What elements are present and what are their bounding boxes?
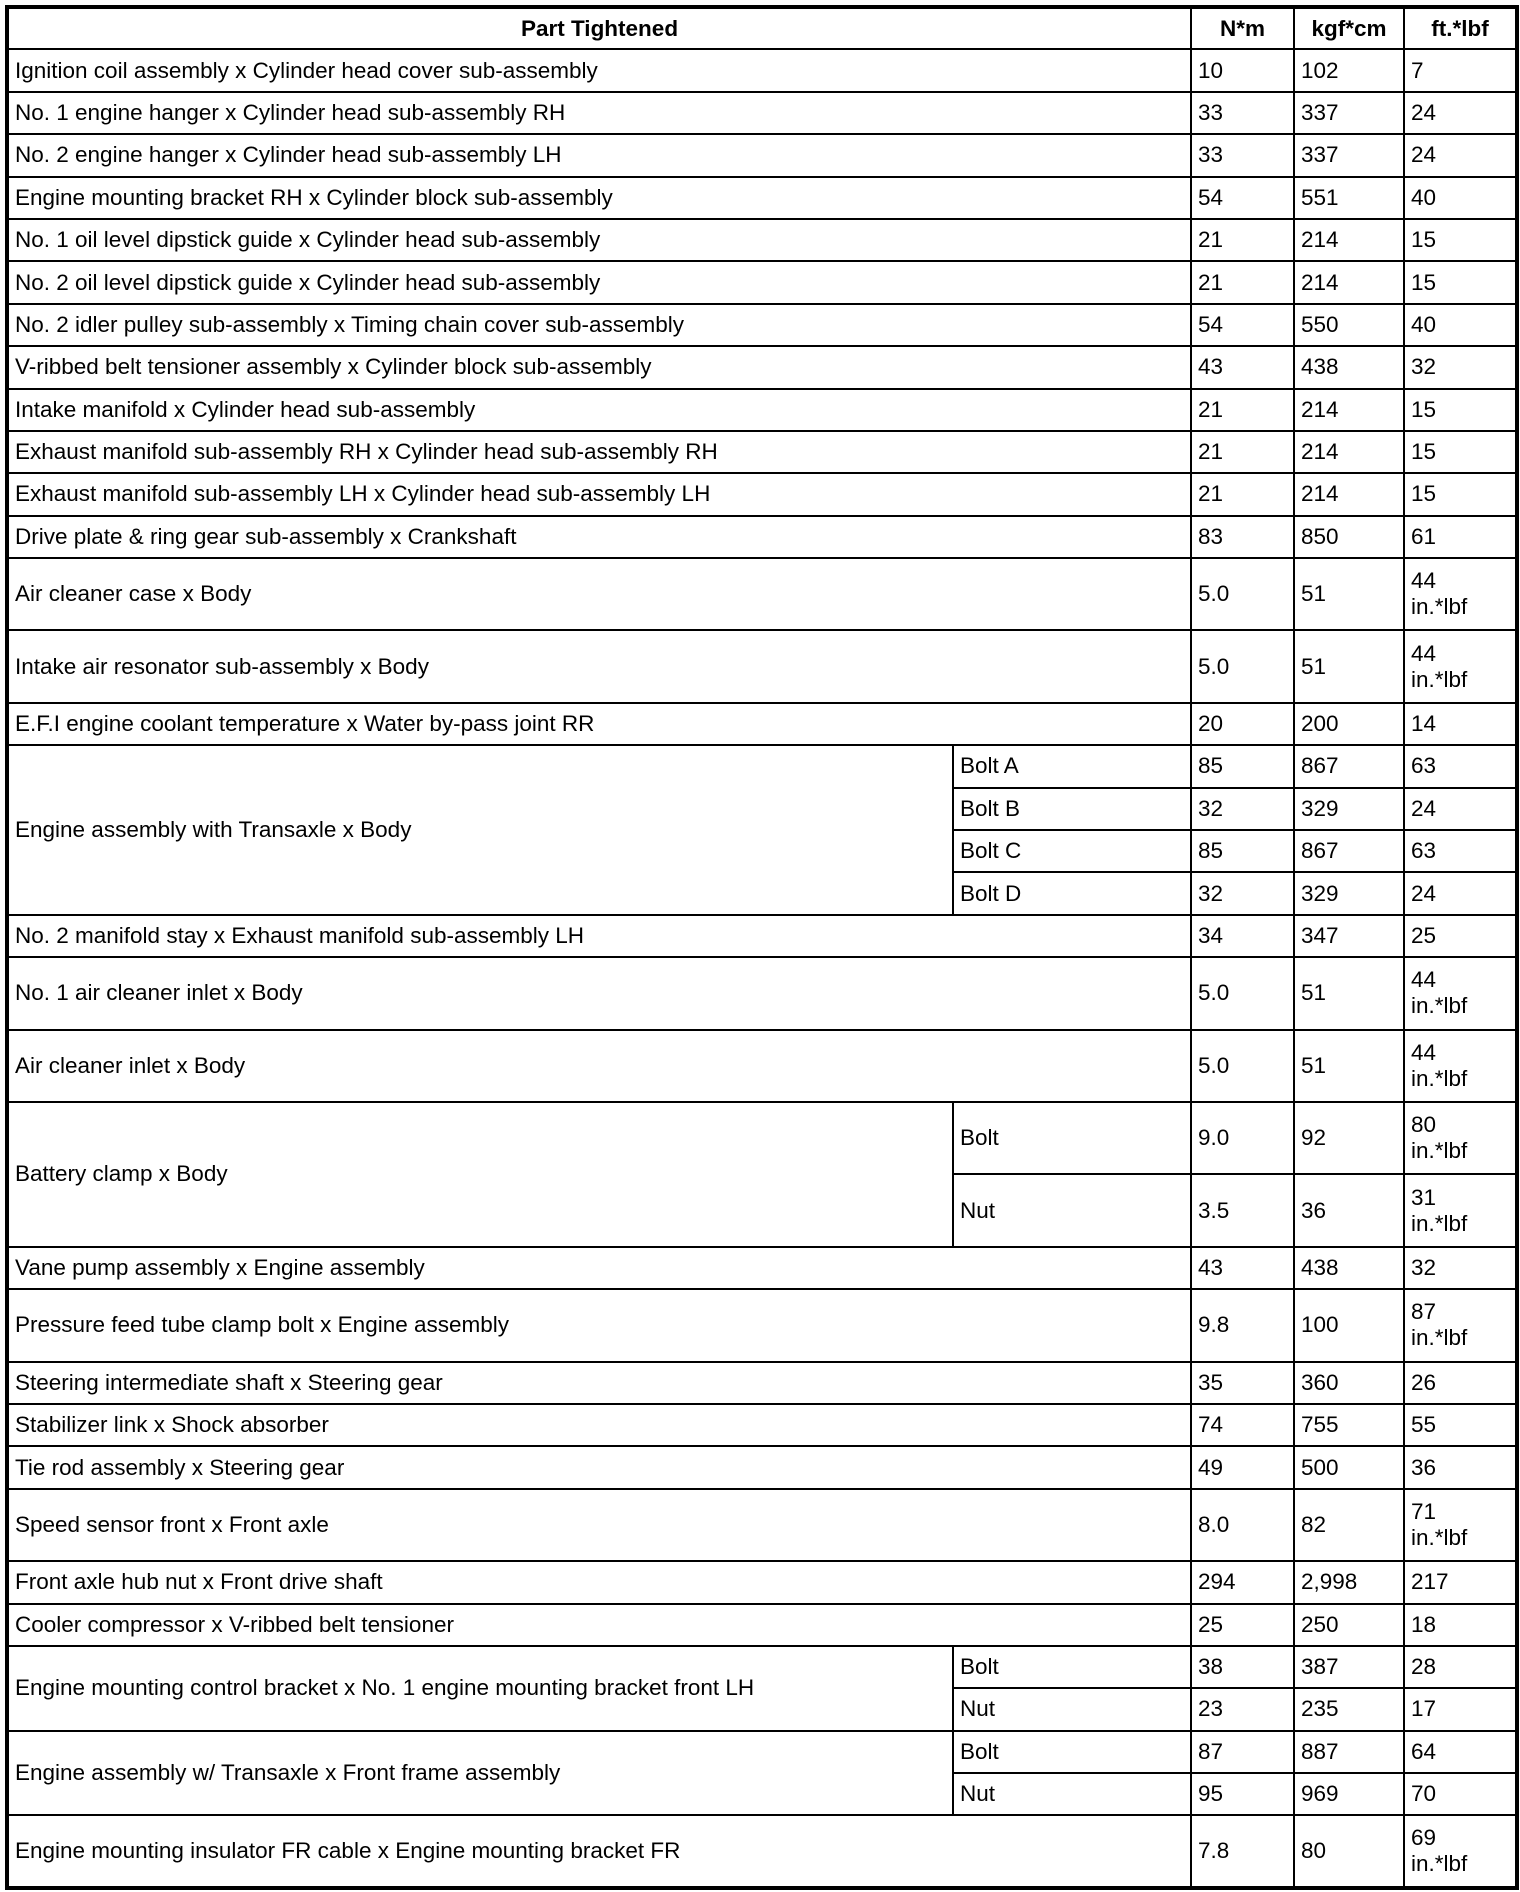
table-row xyxy=(7,431,1517,473)
ft-lbf-value: 70 xyxy=(1411,1781,1437,1807)
ft-lbf-value: 14 xyxy=(1411,711,1437,737)
ft-lbf-value: 32 xyxy=(1411,1254,1437,1280)
ft-lbf-value: 32 xyxy=(1411,354,1437,380)
part-name-cell: Exhaust manifold sub-assembly LH x Cylinder head sub-assembly LH xyxy=(7,473,1191,515)
table-row xyxy=(7,389,1517,431)
part-name-cell: Air cleaner case x Body xyxy=(7,558,1191,630)
table-header-row xyxy=(7,7,1517,49)
kgf-cm-value-cell: 51 xyxy=(1294,630,1404,702)
ft-lbf-value-cell xyxy=(1404,261,1517,303)
part-name-cell: Engine mounting control bracket x No. 1 engine mounting bracket front LH xyxy=(7,1646,953,1731)
table-row xyxy=(7,516,1517,558)
kgf-cm-value-cell: 438 xyxy=(1294,1247,1404,1289)
part-name-cell: Intake manifold x Cylinder head sub-assembly xyxy=(7,389,1191,431)
kgf-cm-value-cell: 438 xyxy=(1294,346,1404,388)
kgf-cm-value-cell: 329 xyxy=(1294,788,1404,830)
table-row xyxy=(7,1446,1517,1488)
part-name-cell: Engine mounting bracket RH x Cylinder block sub-assembly xyxy=(7,177,1191,219)
nm-value-cell: 25 xyxy=(1191,1604,1294,1646)
ft-lbf-value: 44 xyxy=(1411,568,1437,594)
kgf-cm-value-cell: 755 xyxy=(1294,1404,1404,1446)
fastener-cell: Nut xyxy=(953,1174,1191,1246)
table-row xyxy=(7,304,1517,346)
nm-value-cell: 10 xyxy=(1191,49,1294,91)
ft-lbf-value-cell xyxy=(1404,957,1517,1029)
nm-value-cell: 21 xyxy=(1191,473,1294,515)
ft-lbf-value: 61 xyxy=(1411,523,1437,549)
in-lbf-unit: in.*lbf xyxy=(1411,1851,1468,1877)
ft-lbf-value-cell xyxy=(1404,1174,1517,1246)
nm-value-cell: 23 xyxy=(1191,1688,1294,1730)
ft-lbf-value-cell xyxy=(1404,389,1517,431)
ft-lbf-value-cell xyxy=(1404,177,1517,219)
ft-lbf-value-cell xyxy=(1404,1561,1517,1603)
ft-lbf-value: 24 xyxy=(1411,99,1437,125)
nm-value-cell: 74 xyxy=(1191,1404,1294,1446)
part-name-cell: No. 2 idler pulley sub-assembly x Timing chain cover sub-assembly xyxy=(7,304,1191,346)
fastener-cell: Bolt A xyxy=(953,745,1191,787)
ft-lbf-value: 17 xyxy=(1411,1696,1437,1722)
part-name-cell: Battery clamp x Body xyxy=(7,1102,953,1247)
kgf-cm-value-cell: 347 xyxy=(1294,915,1404,957)
nm-value-cell: 32 xyxy=(1191,872,1294,914)
kgf-cm-value-cell: 337 xyxy=(1294,134,1404,176)
torque-specification-table xyxy=(5,5,1519,1890)
table-row xyxy=(7,1561,1517,1603)
ft-lbf-value: 36 xyxy=(1411,1454,1437,1480)
table-body xyxy=(7,49,1517,1887)
ft-lbf-value: 15 xyxy=(1411,439,1437,465)
ft-lbf-value-cell xyxy=(1404,473,1517,515)
table-row xyxy=(7,1030,1517,1102)
fastener-cell: Nut xyxy=(953,1688,1191,1730)
fastener-cell: Bolt D xyxy=(953,872,1191,914)
part-name-cell: Engine assembly w/ Transaxle x Front frame assembly xyxy=(7,1731,953,1816)
table-row xyxy=(7,1489,1517,1561)
nm-value-cell: 54 xyxy=(1191,177,1294,219)
in-lbf-unit: in.*lbf xyxy=(1411,1210,1468,1236)
kgf-cm-value-cell: 337 xyxy=(1294,92,1404,134)
ft-lbf-value-cell xyxy=(1404,830,1517,872)
kgf-cm-value-cell: 551 xyxy=(1294,177,1404,219)
kgf-cm-value-cell: 51 xyxy=(1294,957,1404,1029)
nm-value-cell: 8.0 xyxy=(1191,1489,1294,1561)
nm-value-cell: 21 xyxy=(1191,389,1294,431)
nm-value-cell: 35 xyxy=(1191,1362,1294,1404)
kgf-cm-value-cell: 969 xyxy=(1294,1773,1404,1815)
ft-lbf-value-cell xyxy=(1404,346,1517,388)
ft-lbf-value-cell xyxy=(1404,516,1517,558)
in-lbf-unit: in.*lbf xyxy=(1411,1524,1468,1550)
ft-lbf-value: 217 xyxy=(1411,1569,1449,1595)
ft-lbf-value-cell xyxy=(1404,745,1517,787)
nm-value-cell: 54 xyxy=(1191,304,1294,346)
ft-lbf-value: 15 xyxy=(1411,269,1437,295)
nm-value-cell: 3.5 xyxy=(1191,1174,1294,1246)
nm-value-cell: 5.0 xyxy=(1191,1030,1294,1102)
part-name-cell: Steering intermediate shaft x Steering gear xyxy=(7,1362,1191,1404)
ft-lbf-value: 44 xyxy=(1411,967,1437,993)
ft-lbf-value: 80 xyxy=(1411,1112,1437,1138)
ft-lbf-value: 63 xyxy=(1411,753,1437,779)
kgf-cm-value-cell: 867 xyxy=(1294,830,1404,872)
kgf-cm-value-cell: 102 xyxy=(1294,49,1404,91)
table-row xyxy=(7,630,1517,702)
kgf-cm-value-cell: 200 xyxy=(1294,703,1404,745)
nm-value-cell: 38 xyxy=(1191,1646,1294,1688)
kgf-cm-value-cell: 550 xyxy=(1294,304,1404,346)
header-kgf-cm: kgf*cm xyxy=(1294,7,1404,49)
kgf-cm-value-cell: 867 xyxy=(1294,745,1404,787)
table-row xyxy=(7,473,1517,515)
kgf-cm-value-cell: 214 xyxy=(1294,431,1404,473)
part-name-cell: No. 2 manifold stay x Exhaust manifold sub-assembly LH xyxy=(7,915,1191,957)
table-row xyxy=(7,1362,1517,1404)
kgf-cm-value-cell: 214 xyxy=(1294,473,1404,515)
part-name-cell: E.F.I engine coolant temperature x Water by-pass joint RR xyxy=(7,703,1191,745)
ft-lbf-value: 26 xyxy=(1411,1369,1437,1395)
part-name-cell: Drive plate & ring gear sub-assembly x Crankshaft xyxy=(7,516,1191,558)
ft-lbf-value: 40 xyxy=(1411,311,1437,337)
kgf-cm-value-cell: 250 xyxy=(1294,1604,1404,1646)
in-lbf-unit: in.*lbf xyxy=(1411,594,1468,620)
nm-value-cell: 83 xyxy=(1191,516,1294,558)
table-row xyxy=(7,177,1517,219)
kgf-cm-value-cell: 36 xyxy=(1294,1174,1404,1246)
header-nm: N*m xyxy=(1191,7,1294,49)
fastener-cell: Bolt xyxy=(953,1731,1191,1773)
ft-lbf-value-cell xyxy=(1404,1489,1517,1561)
ft-lbf-value-cell xyxy=(1404,558,1517,630)
nm-value-cell: 5.0 xyxy=(1191,957,1294,1029)
table-row xyxy=(7,49,1517,91)
ft-lbf-value-cell xyxy=(1404,1404,1517,1446)
ft-lbf-value: 24 xyxy=(1411,142,1437,168)
ft-lbf-value-cell xyxy=(1404,1688,1517,1730)
table-row xyxy=(7,1646,1517,1688)
ft-lbf-value: 44 xyxy=(1411,1039,1437,1065)
table-row xyxy=(7,1289,1517,1361)
nm-value-cell: 33 xyxy=(1191,134,1294,176)
kgf-cm-value-cell: 214 xyxy=(1294,261,1404,303)
table-row xyxy=(7,261,1517,303)
in-lbf-unit: in.*lbf xyxy=(1411,1138,1468,1164)
part-name-cell: Air cleaner inlet x Body xyxy=(7,1030,1191,1102)
kgf-cm-value-cell: 850 xyxy=(1294,516,1404,558)
nm-value-cell: 20 xyxy=(1191,703,1294,745)
part-name-cell: Engine mounting insulator FR cable x Engine mounting bracket FR xyxy=(7,1815,1191,1887)
ft-lbf-value-cell xyxy=(1404,1731,1517,1773)
part-name-cell: Pressure feed tube clamp bolt x Engine assembly xyxy=(7,1289,1191,1361)
ft-lbf-value: 71 xyxy=(1411,1498,1437,1524)
fastener-cell: Bolt xyxy=(953,1646,1191,1688)
ft-lbf-value: 55 xyxy=(1411,1412,1437,1438)
ft-lbf-value-cell xyxy=(1404,1247,1517,1289)
ft-lbf-value: 87 xyxy=(1411,1299,1437,1325)
ft-lbf-value: 15 xyxy=(1411,396,1437,422)
table-row xyxy=(7,745,1517,787)
in-lbf-unit: in.*lbf xyxy=(1411,1065,1468,1091)
ft-lbf-value: 40 xyxy=(1411,184,1437,210)
ft-lbf-value: 24 xyxy=(1411,795,1437,821)
fastener-cell: Bolt C xyxy=(953,830,1191,872)
ft-lbf-value: 15 xyxy=(1411,481,1437,507)
ft-lbf-value: 28 xyxy=(1411,1654,1437,1680)
part-name-cell: Ignition coil assembly x Cylinder head cover sub-assembly xyxy=(7,49,1191,91)
part-name-cell: No. 2 oil level dipstick guide x Cylinder head sub-assembly xyxy=(7,261,1191,303)
table-row xyxy=(7,346,1517,388)
nm-value-cell: 21 xyxy=(1191,261,1294,303)
ft-lbf-value-cell xyxy=(1404,703,1517,745)
nm-value-cell: 43 xyxy=(1191,1247,1294,1289)
part-name-cell: Front axle hub nut x Front drive shaft xyxy=(7,1561,1191,1603)
table-row xyxy=(7,1815,1517,1887)
part-name-cell: No. 1 air cleaner inlet x Body xyxy=(7,957,1191,1029)
part-name-cell: Engine assembly with Transaxle x Body xyxy=(7,745,953,915)
nm-value-cell: 85 xyxy=(1191,830,1294,872)
ft-lbf-value-cell xyxy=(1404,1646,1517,1688)
nm-value-cell: 95 xyxy=(1191,1773,1294,1815)
header-part-tightened: Part Tightened xyxy=(7,7,1191,49)
ft-lbf-value: 7 xyxy=(1411,57,1424,83)
nm-value-cell: 34 xyxy=(1191,915,1294,957)
kgf-cm-value-cell: 82 xyxy=(1294,1489,1404,1561)
in-lbf-unit: in.*lbf xyxy=(1411,666,1468,692)
part-name-cell: No. 1 oil level dipstick guide x Cylinder head sub-assembly xyxy=(7,219,1191,261)
kgf-cm-value-cell: 235 xyxy=(1294,1688,1404,1730)
part-name-cell: Tie rod assembly x Steering gear xyxy=(7,1446,1191,1488)
table-row xyxy=(7,1404,1517,1446)
ft-lbf-value-cell xyxy=(1404,872,1517,914)
ft-lbf-value-cell xyxy=(1404,1773,1517,1815)
in-lbf-unit: in.*lbf xyxy=(1411,993,1468,1019)
ft-lbf-value-cell xyxy=(1404,1362,1517,1404)
ft-lbf-value-cell xyxy=(1404,219,1517,261)
kgf-cm-value-cell: 360 xyxy=(1294,1362,1404,1404)
nm-value-cell: 49 xyxy=(1191,1446,1294,1488)
nm-value-cell: 85 xyxy=(1191,745,1294,787)
kgf-cm-value-cell: 92 xyxy=(1294,1102,1404,1174)
ft-lbf-value-cell xyxy=(1404,1102,1517,1174)
kgf-cm-value-cell: 51 xyxy=(1294,1030,1404,1102)
ft-lbf-value-cell xyxy=(1404,630,1517,702)
table-row xyxy=(7,1604,1517,1646)
nm-value-cell: 5.0 xyxy=(1191,630,1294,702)
nm-value-cell: 33 xyxy=(1191,92,1294,134)
kgf-cm-value-cell: 214 xyxy=(1294,389,1404,431)
ft-lbf-value-cell xyxy=(1404,788,1517,830)
part-name-cell: No. 2 engine hanger x Cylinder head sub-assembly LH xyxy=(7,134,1191,176)
table-row xyxy=(7,219,1517,261)
ft-lbf-value-cell xyxy=(1404,915,1517,957)
part-name-cell: Vane pump assembly x Engine assembly xyxy=(7,1247,1191,1289)
nm-value-cell: 87 xyxy=(1191,1731,1294,1773)
nm-value-cell: 32 xyxy=(1191,788,1294,830)
part-name-cell: Intake air resonator sub-assembly x Body xyxy=(7,630,1191,702)
header-ft-lbf: ft.*lbf xyxy=(1404,7,1517,49)
nm-value-cell: 9.8 xyxy=(1191,1289,1294,1361)
ft-lbf-value-cell xyxy=(1404,304,1517,346)
kgf-cm-value-cell: 80 xyxy=(1294,1815,1404,1887)
nm-value-cell: 5.0 xyxy=(1191,558,1294,630)
ft-lbf-value: 25 xyxy=(1411,923,1437,948)
part-name-cell: Cooler compressor x V-ribbed belt tensioner xyxy=(7,1604,1191,1646)
table-row xyxy=(7,703,1517,745)
ft-lbf-value: 24 xyxy=(1411,880,1437,906)
fastener-cell: Bolt B xyxy=(953,788,1191,830)
part-name-cell: V-ribbed belt tensioner assembly x Cylinder block sub-assembly xyxy=(7,346,1191,388)
ft-lbf-value: 31 xyxy=(1411,1184,1437,1210)
kgf-cm-value-cell: 329 xyxy=(1294,872,1404,914)
in-lbf-unit: in.*lbf xyxy=(1411,1325,1468,1351)
ft-lbf-value-cell xyxy=(1404,1030,1517,1102)
table-row xyxy=(7,957,1517,1029)
ft-lbf-value: 15 xyxy=(1411,227,1437,253)
table-row xyxy=(7,1731,1517,1773)
table-row xyxy=(7,1247,1517,1289)
ft-lbf-value-cell xyxy=(1404,1446,1517,1488)
ft-lbf-value-cell xyxy=(1404,49,1517,91)
ft-lbf-value: 69 xyxy=(1411,1825,1437,1851)
fastener-cell: Bolt xyxy=(953,1102,1191,1174)
ft-lbf-value-cell xyxy=(1404,1604,1517,1646)
ft-lbf-value-cell xyxy=(1404,431,1517,473)
ft-lbf-value-cell xyxy=(1404,92,1517,134)
ft-lbf-value-cell xyxy=(1404,1815,1517,1887)
kgf-cm-value-cell: 887 xyxy=(1294,1731,1404,1773)
part-name-cell: No. 1 engine hanger x Cylinder head sub-assembly RH xyxy=(7,92,1191,134)
fastener-cell: Nut xyxy=(953,1773,1191,1815)
part-name-cell: Exhaust manifold sub-assembly RH x Cylinder head sub-assembly RH xyxy=(7,431,1191,473)
nm-value-cell: 9.0 xyxy=(1191,1102,1294,1174)
part-name-cell: Speed sensor front x Front axle xyxy=(7,1489,1191,1561)
kgf-cm-value-cell: 2,998 xyxy=(1294,1561,1404,1603)
table-row xyxy=(7,1102,1517,1174)
ft-lbf-value: 18 xyxy=(1411,1611,1437,1637)
ft-lbf-value: 64 xyxy=(1411,1738,1437,1764)
ft-lbf-value: 44 xyxy=(1411,640,1437,666)
ft-lbf-value-cell xyxy=(1404,1289,1517,1361)
kgf-cm-value-cell: 51 xyxy=(1294,558,1404,630)
kgf-cm-value-cell: 500 xyxy=(1294,1446,1404,1488)
table-row xyxy=(7,92,1517,134)
table-row xyxy=(7,134,1517,176)
nm-value-cell: 7.8 xyxy=(1191,1815,1294,1887)
nm-value-cell: 21 xyxy=(1191,431,1294,473)
kgf-cm-value-cell: 100 xyxy=(1294,1289,1404,1361)
table-row xyxy=(7,915,1517,957)
nm-value-cell: 294 xyxy=(1191,1561,1294,1603)
part-name-cell: Stabilizer link x Shock absorber xyxy=(7,1404,1191,1446)
kgf-cm-value-cell: 214 xyxy=(1294,219,1404,261)
nm-value-cell: 43 xyxy=(1191,346,1294,388)
ft-lbf-value: 63 xyxy=(1411,838,1437,864)
ft-lbf-value-cell xyxy=(1404,134,1517,176)
nm-value-cell: 21 xyxy=(1191,219,1294,261)
table-row xyxy=(7,558,1517,630)
kgf-cm-value-cell: 387 xyxy=(1294,1646,1404,1688)
